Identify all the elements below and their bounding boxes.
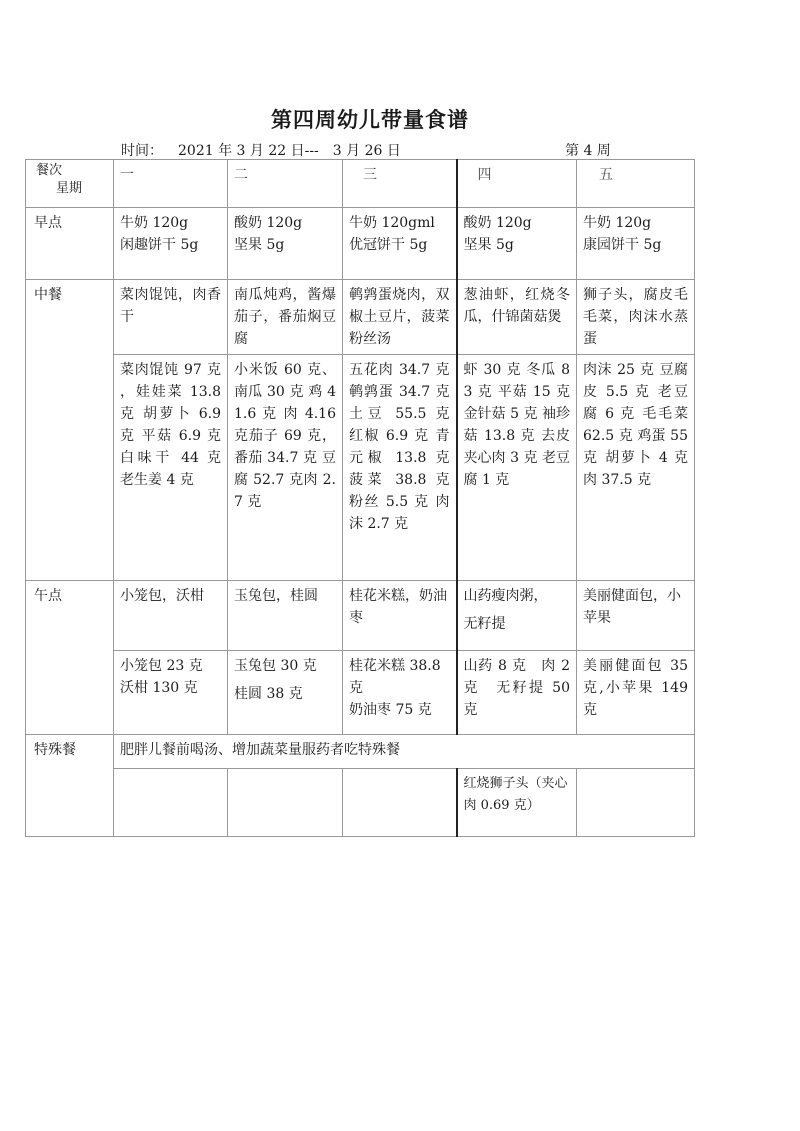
lunch-dish-cell: 鹌鹑蛋烧肉，双椒土豆片，菠菜粉丝汤 xyxy=(343,280,457,355)
snack-dish: 山药瘦肉粥， xyxy=(463,588,548,604)
breakfast-item: 酸奶 120g xyxy=(234,215,303,231)
snack-amount: 桂花米糕 38.8 克 xyxy=(349,658,441,696)
breakfast-cell xyxy=(114,208,228,280)
snack-dish-cell xyxy=(577,581,695,651)
time-label: 时间： xyxy=(121,143,163,159)
snack-dish: 桂花米糕，奶油枣 xyxy=(349,588,447,626)
breakfast-cell xyxy=(577,208,695,280)
lunch-dish-cell: 狮子头，腐皮毛毛菜，肉沫水蒸蛋 xyxy=(577,280,695,355)
menu-table xyxy=(25,159,695,837)
lunch-dish-cell: 葱油虾，红烧冬瓜，什锦菌菇煲 xyxy=(457,280,577,355)
breakfast-cell xyxy=(457,208,577,280)
snack-dish-cell xyxy=(457,581,577,651)
snack-dish: 无籽提 xyxy=(463,616,506,632)
day-header-5: 五 xyxy=(577,160,695,208)
snack-dish: 美丽健面包，小苹果 xyxy=(583,588,681,626)
snack-amount-cell xyxy=(457,651,577,735)
breakfast-item: 牛奶 120g xyxy=(583,215,652,231)
snack-amount-cell xyxy=(577,651,695,735)
breakfast-item: 酸奶 120g xyxy=(463,215,532,231)
day-header-4: 四 xyxy=(457,160,577,208)
special-note-row xyxy=(26,735,695,769)
snack-dish-cell xyxy=(343,581,457,651)
breakfast-cell xyxy=(228,208,343,280)
lunch-dish-row xyxy=(26,280,695,355)
lunch-amount-cell: 小米饭 60 克、南瓜 30 克 鸡 41.6 克 肉 4.16 克茄子 69 克，番茄 34.7 克 豆腐 52.7 克肉 2.7 克 xyxy=(228,355,343,581)
special-cell xyxy=(114,769,228,837)
breakfast-item: 坚果 5g xyxy=(234,237,285,253)
day-header-2: 二 xyxy=(228,160,343,208)
snack-dish-cell xyxy=(114,581,228,651)
snack-dish-row xyxy=(26,581,695,651)
snack-amount-cell xyxy=(343,651,457,735)
special-cell-day4: 红烧狮子头（夹心肉 0.69 克） xyxy=(457,769,577,837)
week-header: 星期 xyxy=(56,181,83,196)
header-row xyxy=(26,160,695,208)
lunch-label: 中餐 xyxy=(26,280,114,581)
lunch-dish-cell: 南瓜炖鸡，酱爆茄子，番茄焖豆腐 xyxy=(228,280,343,355)
snack-amount-row xyxy=(26,651,695,735)
special-detail-row xyxy=(26,769,695,837)
day-header-3: 三 xyxy=(343,160,457,208)
snack-dish: 玉兔包，桂圆 xyxy=(234,588,318,604)
breakfast-item: 牛奶 120gml xyxy=(349,215,435,231)
snack-label: 午点 xyxy=(26,581,114,735)
breakfast-row xyxy=(26,208,695,280)
snack-amount-cell xyxy=(114,651,228,735)
breakfast-cell xyxy=(343,208,457,280)
meal-header: 餐次 xyxy=(36,163,63,178)
snack-dish-cell xyxy=(228,581,343,651)
snack-amount: 桂圆 38 克 xyxy=(234,686,303,702)
breakfast-item: 优冠饼干 5g xyxy=(349,237,428,253)
snack-amount: 小笼包 23 克 xyxy=(120,658,203,674)
breakfast-label: 早点 xyxy=(26,208,114,280)
lunch-amount-cell: 肉沫 25 克 豆腐皮 5.5 克 老豆腐 6 克 毛毛菜 62.5 克 鸡蛋 55 克 胡萝卜 4 克 肉 37.5 克 xyxy=(577,355,695,581)
lunch-amount-row xyxy=(26,355,695,581)
special-label: 特殊餐 xyxy=(26,735,114,837)
week-number: 第 4 周 xyxy=(565,143,611,159)
breakfast-item: 牛奶 120g xyxy=(120,215,189,231)
breakfast-item: 坚果 5g xyxy=(463,237,514,253)
snack-amount: 沃柑 130 克 xyxy=(120,680,198,696)
lunch-amount-cell: 菜肉馄饨 97 克 ，娃娃菜 13.8 克 胡萝卜 6.9 克 平菇 6.9 克 白味干 44 克 老生姜 4 克 xyxy=(114,355,228,581)
snack-amount: 山药 8 克 肉 2 克 无籽提 50 克 xyxy=(463,658,570,718)
lunch-amount-cell: 虾 30 克 冬瓜 83 克 平菇 15 克 金针菇 5 克 袖珍菇 13.8 克 去皮夹心肉 3 克 老豆腐 1 克 xyxy=(457,355,577,581)
page-title: 第四周幼儿带量食谱 xyxy=(271,107,469,132)
snack-amount: 奶油枣 75 克 xyxy=(349,702,432,718)
special-cell xyxy=(343,769,457,837)
lunch-amount-cell: 五花肉 34.7 克 鹌鹑蛋 34.7 克 土豆 55.5 克 红椒 6.9 克 青元椒 13.8 克 菠菜 38.8 克 粉丝 5.5 克 肉沫 2.7 克 xyxy=(343,355,457,581)
day-header-1: 一 xyxy=(114,160,228,208)
breakfast-item: 闲趣饼干 5g xyxy=(120,237,199,253)
special-cell xyxy=(577,769,695,837)
special-note: 肥胖儿餐前喝汤、增加蔬菜量服药者吃特殊餐 xyxy=(114,735,695,769)
snack-dish: 小笼包，沃柑 xyxy=(120,588,204,604)
header-corner-cell xyxy=(26,160,114,208)
snack-amount-cell xyxy=(228,651,343,735)
breakfast-item: 康园饼干 5g xyxy=(583,237,662,253)
lunch-dish-cell: 菜肉馄饨，肉香干 xyxy=(114,280,228,355)
special-cell xyxy=(228,769,343,837)
snack-amount: 玉兔包 30 克 xyxy=(234,658,317,674)
date-range: 2021 年 3 月 22 日--- 3 月 26 日 xyxy=(178,143,401,159)
snack-amount: 美丽健面包 35 克,小苹果 149 克 xyxy=(583,658,688,718)
